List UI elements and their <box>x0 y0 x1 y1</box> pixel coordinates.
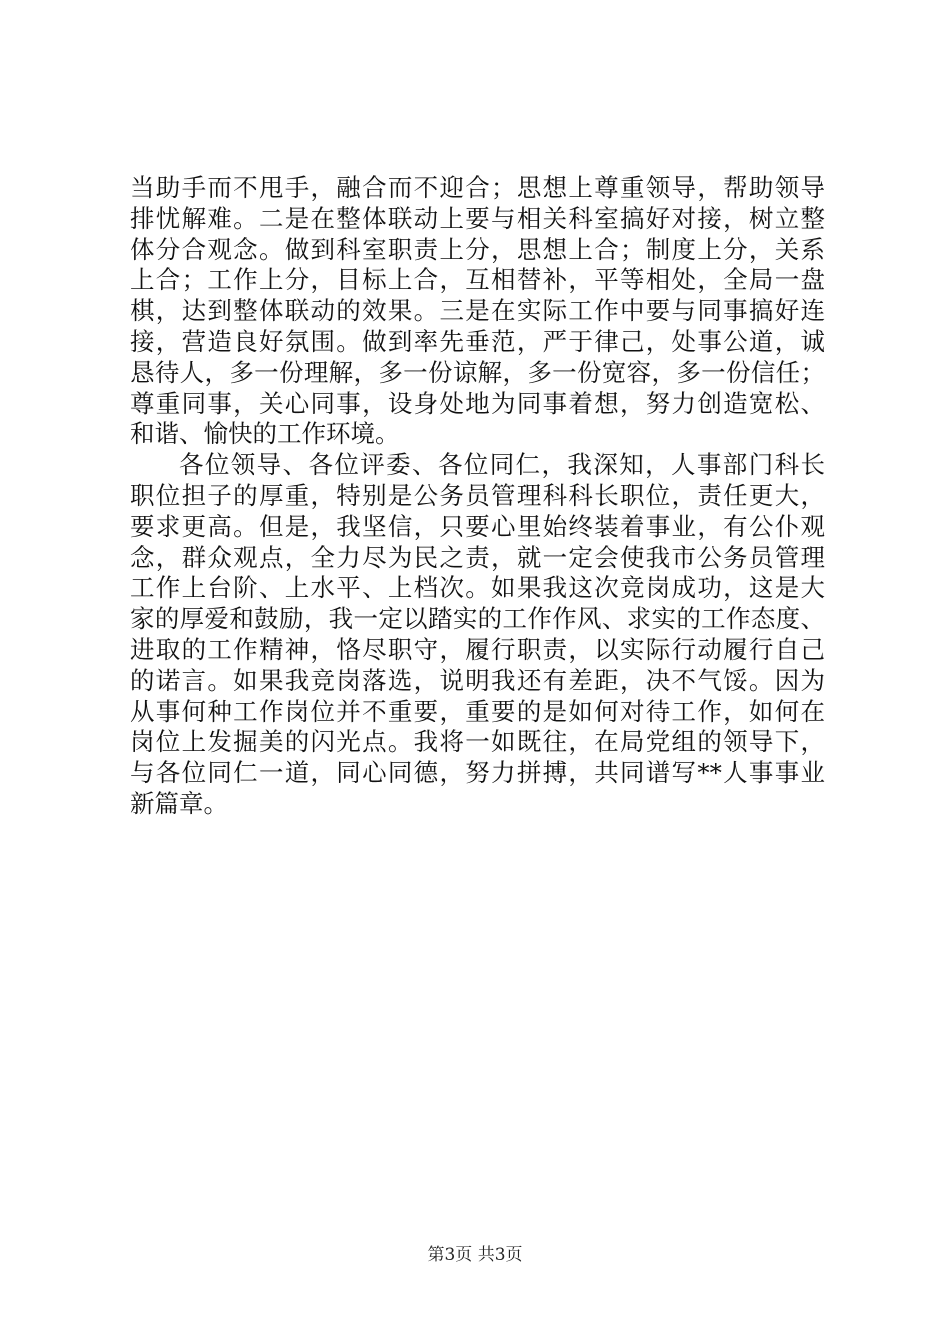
text-line: 工作上台阶、上水平、上档次。如果我这次竞岗成功，这是大 <box>130 573 825 603</box>
text-line: 与各位同仁一道，同心同德，努力拼搏，共同谱写**人事事业 <box>130 758 825 788</box>
text-line: 和谐、愉快的工作环境。 <box>130 419 400 449</box>
text-line: 排忧解难。二是在整体联动上要与相关科室搞好对接，树立整 <box>130 203 825 233</box>
text-line: 进取的工作精神，恪尽职守，履行职责，以实际行动履行自己 <box>130 634 825 664</box>
text-line: 尊重同事，关心同事，设身处地为同事着想，努力创造宽松、 <box>130 388 825 418</box>
text-line: 的诺言。如果我竞岗落选，说明我还有差距，决不气馁。因为 <box>130 665 825 695</box>
text-line: 各位领导、各位评委、各位同仁，我深知，人事部门科长 <box>179 450 825 480</box>
text-line: 家的厚爱和鼓励，我一定以踏实的工作作风、求实的工作态度、 <box>130 604 825 634</box>
page-number-footer: 第3页 共3页 <box>427 1245 523 1265</box>
text-line: 当助手而不甩手，融合而不迎合；思想上尊重领导，帮助领导 <box>130 173 825 202</box>
text-line: 念，群众观点，全力尽为民之责，就一定会使我市公务员管理 <box>130 542 825 572</box>
text-line: 棋，达到整体联动的效果。三是在实际工作中要与同事搞好连 <box>130 296 825 326</box>
text-line: 接，营造良好氛围。做到率先垂范，严于律己，处事公道，诚 <box>130 326 825 356</box>
text-line: 体分合观念。做到科室职责上分，思想上合；制度上分，关系 <box>130 234 825 264</box>
text-line: 职位担子的厚重，特别是公务员管理科科长职位，责任更大， <box>130 480 825 510</box>
text-line: 岗位上发掘美的闪光点。我将一如既往，在局党组的领导下， <box>130 727 825 757</box>
text-line: 要求更高。但是，我坚信，只要心里始终装着事业，有公仆观 <box>130 511 825 541</box>
paragraph-1 <box>130 173 825 450</box>
text-line: 恳待人，多一份理解，多一份谅解，多一份宽容，多一份信任； <box>130 357 825 387</box>
text-line: 新篇章。 <box>130 788 228 818</box>
text-line: 上合；工作上分，目标上合，互相替补，平等相处，全局一盘 <box>130 265 825 295</box>
body-text <box>130 173 825 820</box>
text-line: 从事何种工作岗位并不重要，重要的是如何对待工作，如何在 <box>130 696 825 726</box>
paragraph-2 <box>130 450 825 820</box>
